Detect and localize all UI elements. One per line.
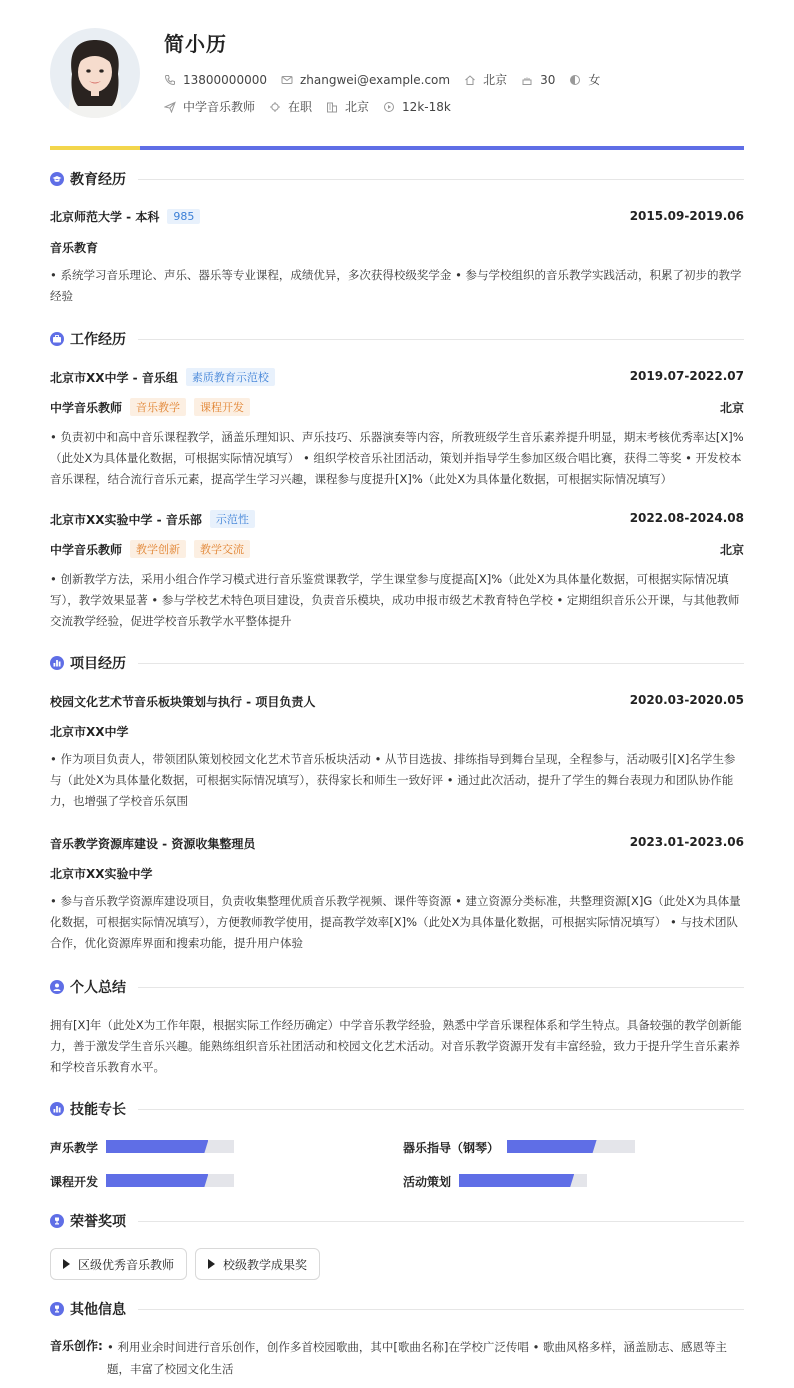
skill-3-bar [106,1174,234,1187]
trophy-icon [50,1214,64,1228]
play-icon [63,1259,70,1269]
skill-4-name: 活动策划 [403,1175,452,1189]
section-line [138,1309,744,1310]
education-major: 音乐教育 [50,241,99,255]
work-1-role: 中学音乐教师 [50,400,123,415]
location-item [464,71,507,88]
education-desc: • 系统学习音乐理论、声乐、器乐等专业课程，成绩优异，多次获得校级奖学金 • 参与学校组织的音乐教学实践活动，积累了初步的教学经验 [50,268,742,303]
work-2-company: 北京市XX实验中学 - 音乐部 [50,512,202,527]
award-label: 校级教学成果奖 [223,1257,308,1272]
section-title-education: 教育经历 [70,172,126,188]
work-1-company: 北京市XX中学 - 音乐组 [50,370,178,385]
work-2-company-tag: 示范性 [210,510,255,528]
award-item [50,1248,187,1280]
status-item [269,98,312,115]
bar-chart-icon [50,656,64,670]
avatar [50,28,140,118]
divider-accent-blue [140,146,744,150]
work-1-city: 北京 [719,401,744,415]
education-school: 北京师范大学 - 本科 [50,210,160,224]
salary-text: 12k-18k [402,99,451,114]
work-2-role: 中学音乐教师 [50,542,123,557]
project-1-org: 北京市XX中学 [50,725,129,739]
position-text: 中学音乐教师 [183,100,256,114]
work-2-company-row [50,510,255,528]
status-icon [269,101,281,113]
position-item [164,98,255,115]
resume-header [50,28,750,123]
graduation-cap-icon [50,172,64,186]
age-item [521,73,555,87]
email-item [281,73,450,87]
award-label: 区级优秀音乐教师 [78,1257,175,1272]
bar-chart-icon [50,1102,64,1116]
phone-text: 13800000000 [183,72,267,87]
work-2-role-row [50,540,250,558]
mail-icon [281,74,293,86]
section-line [138,179,744,180]
education-school-row [50,208,200,225]
trophy-icon [50,1302,64,1316]
skill-4-bar [459,1174,587,1187]
award-item [195,1248,320,1280]
skill-4-fill [459,1174,574,1187]
contact-row [164,71,614,88]
phone-item [164,73,267,87]
building-icon [326,101,338,113]
section-work [50,330,744,348]
send-icon [164,101,176,113]
skill-2-bar [507,1140,635,1153]
home-icon [464,74,476,86]
skill-1-bar [106,1140,234,1153]
work-2-desc: • 创新教学方法，采用小组合作学习模式进行音乐鉴赏课教学，学生课堂参与度提高[X]%（此处X为具体量化数据，可根据实际情况填写），教学效果显著 • 参与学校艺术特色项目建设，负责音乐模块，成功申报市级艺术教育特色学校 • 定期组织音乐公开课，与其他教师交流教学经验，促进学校音乐教学水平整体提升 [50,572,740,628]
skill-2-fill [507,1140,597,1153]
cake-icon [521,74,533,86]
section-title-honors: 荣誉奖项 [70,1214,126,1230]
section-title-other: 其他信息 [70,1302,126,1318]
skill-2-name: 器乐指导（钢琴） [403,1141,500,1155]
other-label: 音乐创作: [50,1339,103,1353]
section-line [138,663,744,664]
play-icon [208,1259,215,1269]
candidate-name: 简小历 [164,32,227,56]
project-2-desc: • 参与音乐教学资源库建设项目，负责收集整理优质音乐教学视频、课件等资源 • 建立资源分类标准，共整理资源[X]G（此处X为具体量化数据，可根据实际情况填写），方便教师教学使用，提高教学效率[X]%（此处X为具体量化数据，可根据实际情况填写） • 与技术团队合作，优化资源库界面和搜索功能，提升用户体验 [50,894,741,950]
phone-icon [164,74,176,86]
summary-text: 拥有[X]年（此处X为工作年限，根据实际工作经历确定）中学音乐教学经验，熟悉中学音乐课程体系和学生特点。具备较强的教学创新能力，善于激发学生音乐兴趣。能熟练组织音乐社团活动和校园文化艺术活动。对音乐教学资源开发有丰富经验，致力于提升学生音乐素养和学校音乐教育水平。 [50,1018,742,1074]
work-1-role-row [50,398,250,416]
work-2-city: 北京 [719,543,744,557]
user-icon [50,980,64,994]
salary-icon [383,101,395,113]
section-title-projects: 项目经历 [70,656,126,672]
project-2-org: 北京市XX实验中学 [50,867,153,881]
section-summary [50,978,744,996]
section-title-skills: 技能专长 [70,1102,126,1118]
work-1-desc: • 负责初中和高中音乐课程教学，涵盖乐理知识、声乐技巧、乐器演奏等内容，所教班级学生音乐素养提升明显，期末考核优秀率达[X]%（此处X为具体量化数据，可根据实际情况填写） • 组织学校音乐社团活动，策划并指导学生参加区级合唱比赛，获得二等奖 • 开发校本音乐课程，结合流行音乐元素，提高学生学习兴趣，课程参与度提升[X]%（此处X为具体量化数据，可根据实际情况填写） [50,430,744,486]
project-1-desc: • 作为项目负责人，带领团队策划校园文化艺术节音乐板块活动 • 从节目选拔、排练指导到舞台呈现，全程参与，活动吸引[X]名学生参与（此处X为具体量化数据，可根据实际情况填写），获得家长和师生一致好评 • 通过此次活动，提升了学生的舞台表现力和团队协作能力，也增强了学校音乐氛围 [50,752,736,808]
section-title-work: 工作经历 [70,332,126,348]
section-skills [50,1100,744,1118]
skill-1-name: 声乐教学 [50,1141,99,1155]
header-divider [50,146,744,150]
other-text: • 利用业余时间进行音乐创作，创作多首校园歌曲，其中[歌曲名称]在学校广泛传唱 • 歌曲风格多样，涵盖励志、感恩等主题，丰富了校园文化生活 [107,1340,727,1376]
project-2-date: 2023.01-2023.06 [629,835,744,849]
gender-text: 女 [588,73,601,87]
skill-3-name: 课程开发 [50,1175,99,1189]
section-honors [50,1212,744,1230]
work-2-date: 2022.08-2024.08 [629,511,744,525]
section-education [50,170,744,188]
salary-item [383,100,451,114]
education-tag: 985 [167,209,200,224]
gender-item [569,71,600,88]
section-projects [50,654,744,672]
city-item [326,98,369,115]
work-1-date: 2019.07-2022.07 [629,369,744,383]
divider-accent-yellow [50,146,140,150]
project-1-name: 校园文化艺术节音乐板块策划与执行 - 项目负责人 [50,695,316,709]
work-1-skill-tag: 课程开发 [194,398,250,416]
gender-icon [569,74,581,86]
work-2-skill-tag: 教学交流 [194,540,250,558]
work-1-company-tag: 素质教育示范校 [186,368,275,386]
location-text: 北京 [483,73,508,87]
skill-3-fill [106,1174,208,1187]
section-line [138,987,744,988]
project-1-date: 2020.03-2020.05 [629,693,744,707]
section-line [138,339,744,340]
age-text: 30 [540,72,556,87]
project-2-name: 音乐教学资源库建设 - 资源收集整理员 [50,837,256,851]
section-other [50,1300,744,1318]
briefcase-icon [50,332,64,346]
skill-1-fill [106,1140,208,1153]
job-intent-row [164,98,465,115]
education-date: 2015.09-2019.06 [629,209,744,223]
section-title-summary: 个人总结 [70,980,126,996]
section-line [138,1109,744,1110]
city-text: 北京 [345,100,370,114]
work-1-skill-tag: 音乐教学 [130,398,186,416]
work-2-skill-tag: 教学创新 [130,540,186,558]
work-1-company-row [50,368,275,386]
section-line [138,1221,744,1222]
status-text: 在职 [288,100,313,114]
email-text: zhangwei@example.com [299,72,451,87]
